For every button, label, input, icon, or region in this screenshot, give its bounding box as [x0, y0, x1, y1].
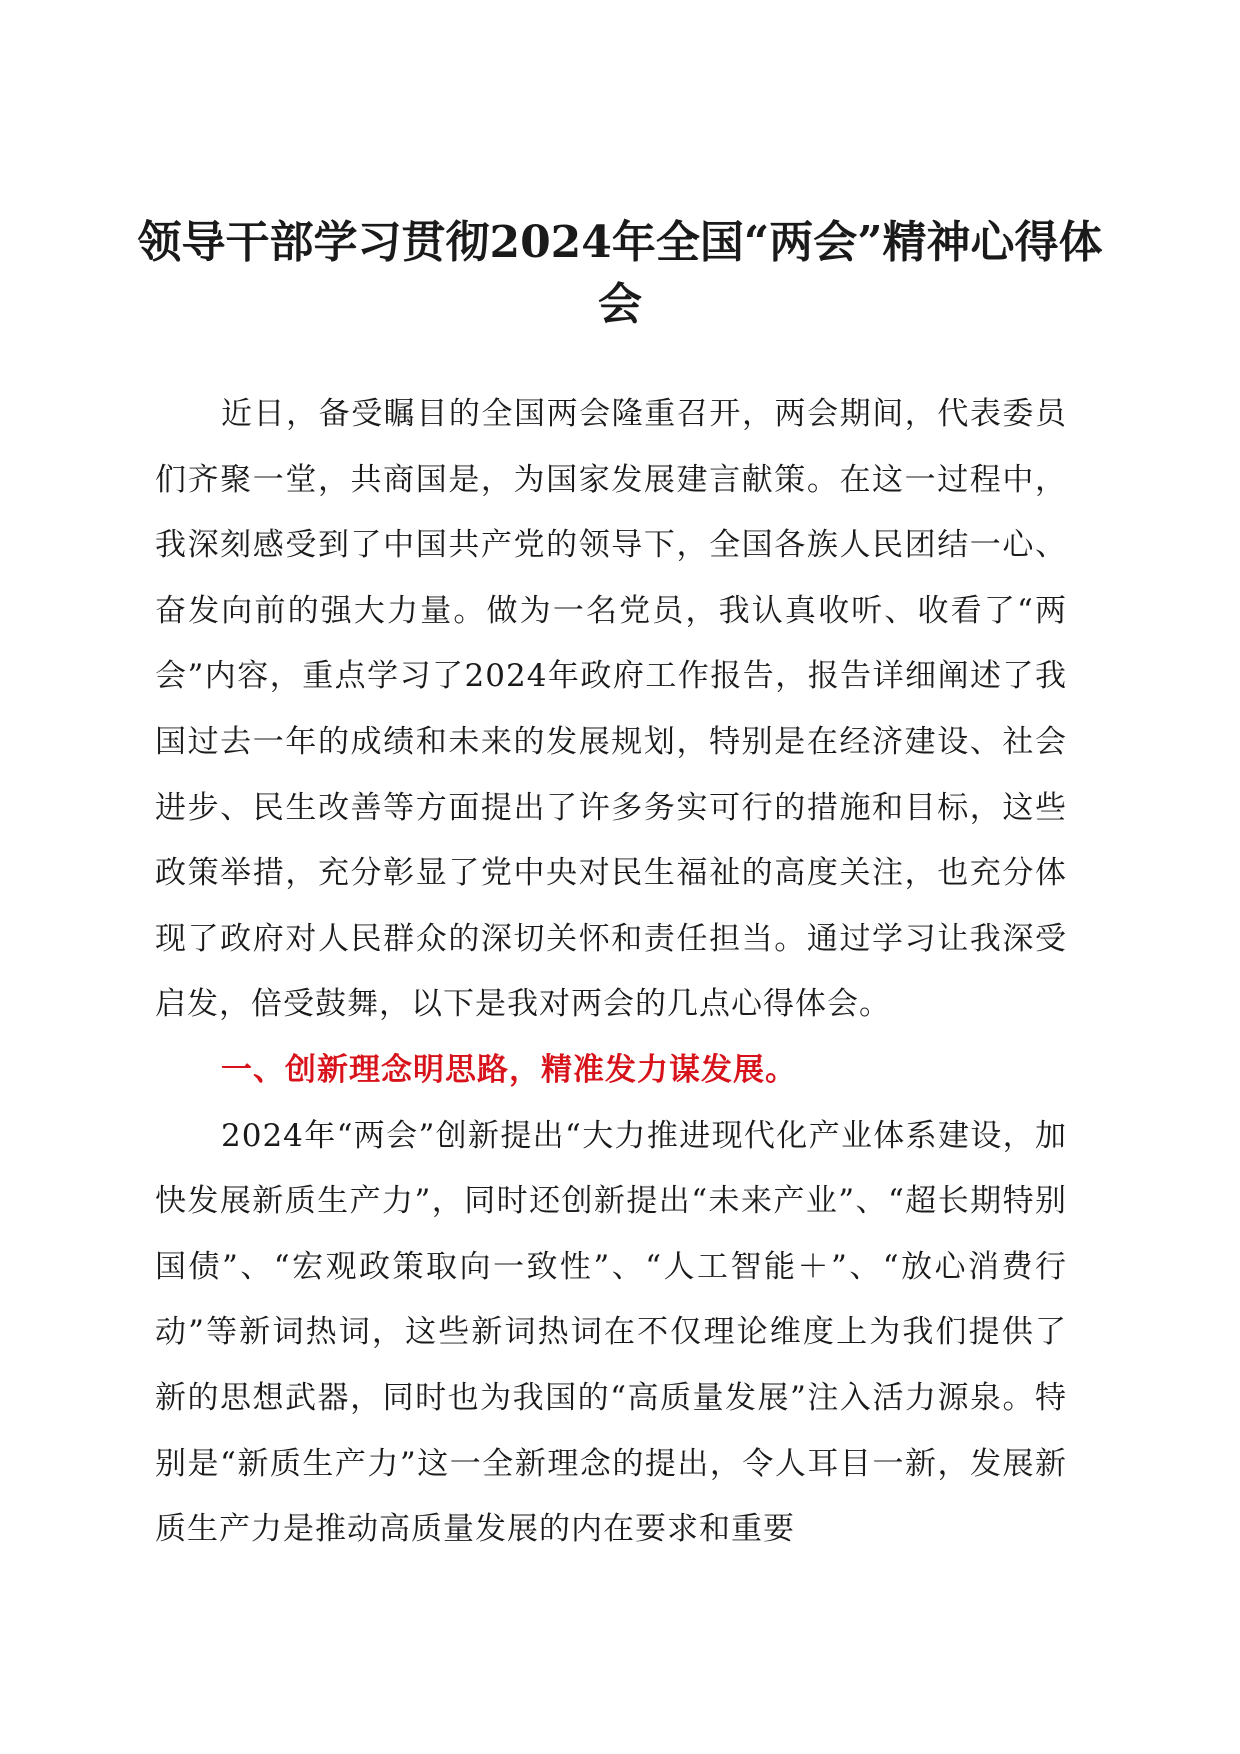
intro-paragraph: 近日，备受瞩目的全国两会隆重召开，两会期间，代表委员们齐聚一堂，共商国是，为国家发展建言献策。在这一过程中，我深刻感受到了中国共产党的领导下，全国各族人民团结一心、奋发向前的强大力量。做为一名党员，我认真收听、收看了“两会”内容，重点学习了2024年政府工作报告，报告详细阐述了我国过去一年的成绩和未来的发展规划，特别是在经济建设、社会进步、民生改善等方面提出了许多务实可行的措施和目标，这些政策举措，充分彰显了党中央对民生福祉的高度关注，也充分体现了政府对人民群众的深切关怀和责任担当。通过学习让我深受启发，倍受鼓舞，以下是我对两会的几点心得体会。 — [155, 396, 1067, 1023]
document-body — [155, 382, 1067, 1563]
document-title: 领导干部学习贯彻2024年全国“两会”精神心得体会 — [137, 217, 1103, 330]
section-paragraph: 2024年“两会”创新提出“大力推进现代化产业体系建设，加快发展新质生产力”，同时还创新提出“未来产业”、“超长期特别国债”、“宏观政策取向一致性”、“人工智能＋”、“放心消费行动”等新词热词，这些新词热词在不仅理论维度上为我们提供了新的思想武器，同时也为我国的“高质量发展”注入活力源泉。特别是“新质生产力”这一全新理念的提出，令人耳目一新，发展新质生产力是推动高质量发展的内在要求和重要 — [155, 1117, 1067, 1548]
section-heading: 一、创新理念明思路，精准发力谋发展。 — [221, 1051, 797, 1088]
